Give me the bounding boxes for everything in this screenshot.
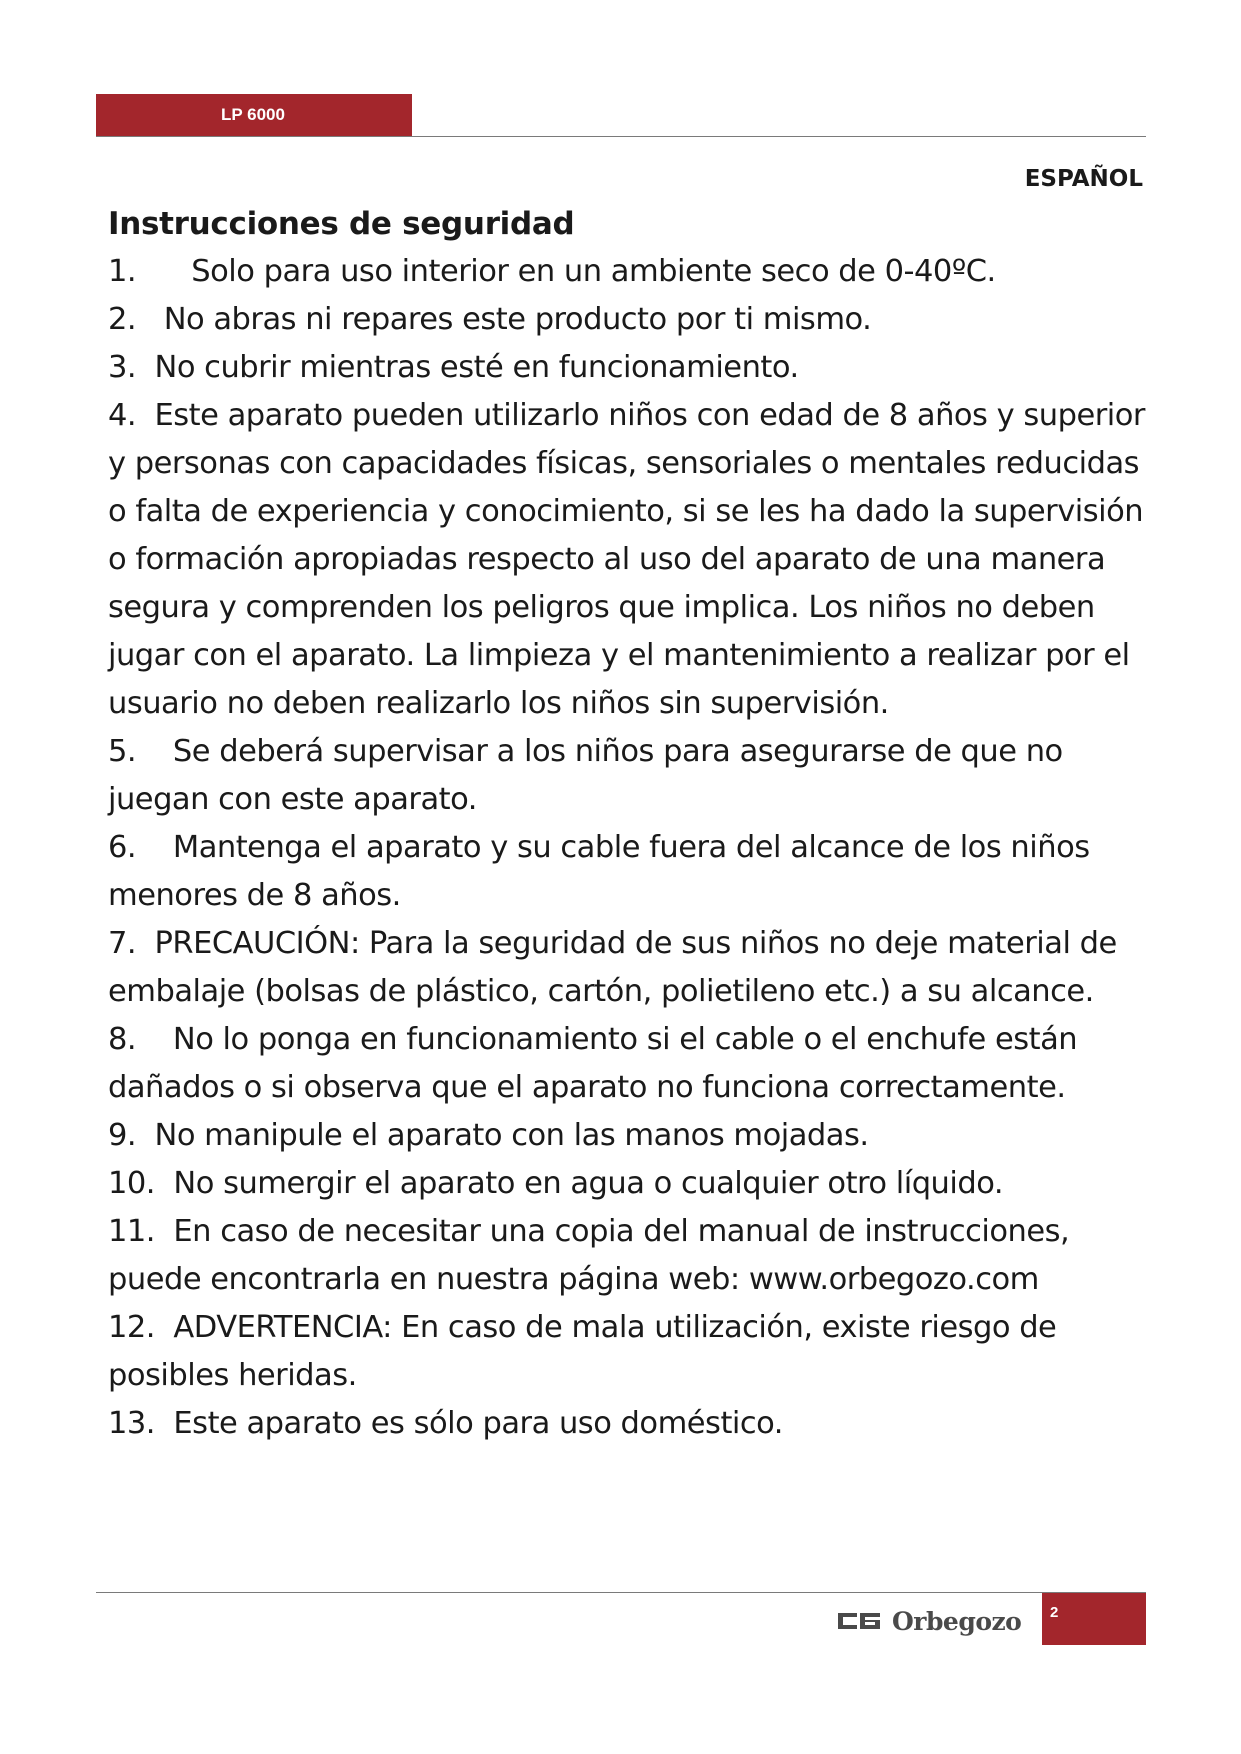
model-label: LP 6000 (221, 105, 285, 124)
list-item (108, 1400, 1153, 1448)
item-text: No cubrir mientras esté en funcionamiento. (154, 350, 799, 385)
item-number: 6. (108, 830, 173, 865)
item-number: 13. (108, 1406, 174, 1441)
item-number: 1. (108, 254, 192, 289)
list-item (108, 1016, 1153, 1112)
list-item (108, 1160, 1153, 1208)
item-text: No sumergir el aparato en agua o cualquier otro líquido. (173, 1166, 1004, 1201)
item-text: Este aparato pueden utilizarlo niños con edad de 8 años y superior y personas con capacidades físicas, sensoriales o mentales reducidas o falta de experiencia y conocimiento, si se les ha dado la supervisión o formación apropiadas respecto al uso del aparato de una manera segura y comprenden los peligros que implica. Los niños no deben jugar con el aparato. La limpieza y el mantenimiento a realizar por el usuario no deben realizarlo los niños sin supervisión. (108, 398, 1145, 721)
item-text: No lo ponga en funcionamiento si el cable o el enchufe están dañados o si observa que el aparato no funciona correctamente. (108, 1022, 1078, 1105)
item-number: 7. (108, 926, 155, 961)
item-text: ADVERTENCIA: En caso de mala utilización, existe riesgo de posibles heridas. (108, 1310, 1057, 1393)
item-number: 10. (108, 1166, 174, 1201)
list-item (108, 344, 1153, 392)
item-text: Se deberá supervisar a los niños para asegurarse de que no juegan con este aparato. (108, 734, 1063, 817)
list-item (108, 920, 1153, 1016)
list-item (108, 392, 1153, 728)
brand-name: Orbegozo (892, 1606, 1022, 1636)
item-text: Mantenga el aparato y su cable fuera del alcance de los niños menores de 8 años. (108, 830, 1090, 913)
header-divider (96, 136, 1146, 137)
section-title: Instrucciones de seguridad (108, 206, 575, 242)
list-item (108, 728, 1153, 824)
page-number: 2 (1050, 1604, 1059, 1621)
item-number: 8. (108, 1022, 173, 1057)
language-label: ESPAÑOL (1024, 166, 1143, 192)
item-number: 3. (108, 350, 155, 385)
item-text: PRECAUCIÓN: Para la seguridad de sus niños no deje material de embalaje (bolsas de plástico, cartón, polietileno etc.) a su alcance. (108, 926, 1117, 1009)
list-item (108, 296, 1153, 344)
footer-divider (96, 1592, 1146, 1593)
item-number: 4. (108, 398, 155, 433)
page-number-box (1042, 1593, 1146, 1645)
item-text: Solo para uso interior en un ambiente seco de 0-40ºC. (191, 254, 996, 289)
list-item (108, 1112, 1153, 1160)
item-number: 11. (108, 1214, 174, 1249)
item-number: 12. (108, 1310, 174, 1345)
list-item (108, 1304, 1153, 1400)
header-model-tab (96, 94, 412, 136)
item-number: 9. (108, 1118, 155, 1153)
item-text: No manipule el aparato con las manos mojadas. (154, 1118, 869, 1153)
brand-logo (838, 1601, 1021, 1641)
item-number: 2. (108, 302, 164, 337)
item-text: No abras ni repares este producto por ti mismo. (163, 302, 872, 337)
safety-instructions (108, 202, 1153, 1448)
list-item (108, 824, 1153, 920)
item-text: En caso de necesitar una copia del manual de instrucciones, puede encontrarla en nuestra página web: www.orbegozo.com (108, 1214, 1070, 1297)
item-text: Este aparato es sólo para uso doméstico. (173, 1406, 783, 1441)
item-number: 5. (108, 734, 173, 769)
brand-mark-icon (838, 1611, 880, 1631)
list-item (108, 248, 1153, 296)
list-item (108, 1208, 1153, 1304)
